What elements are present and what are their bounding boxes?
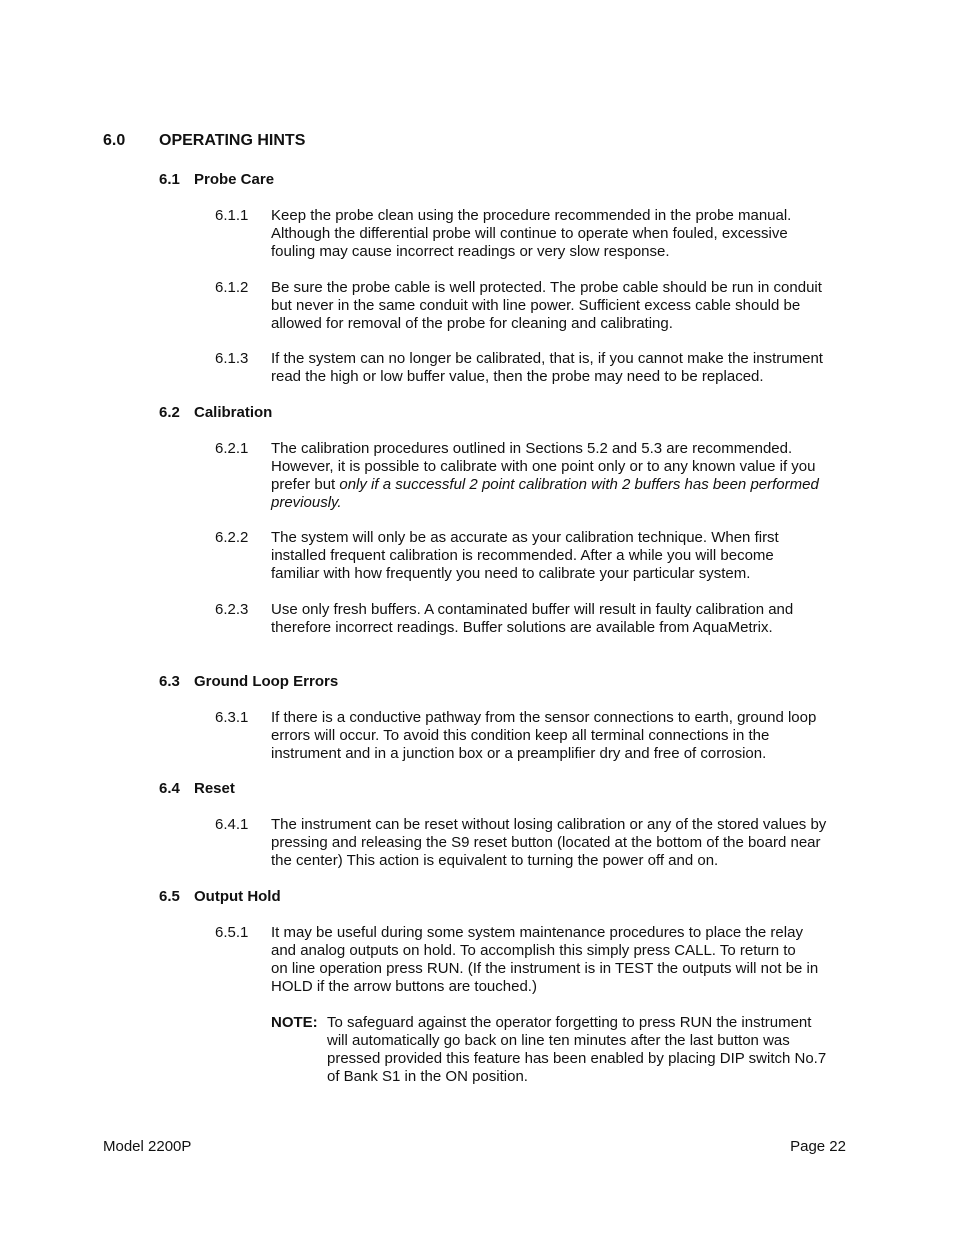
emphasis-text: only if a successful 2 point calibration with 2 buffers has been performed bbox=[339, 476, 819, 493]
subsection-number: 6.3 bbox=[159, 673, 180, 690]
text-line: allowed for removal of the probe for cleaning and calibrating. bbox=[271, 315, 673, 332]
subsection-title: Calibration bbox=[194, 404, 273, 421]
text-line: on line operation press RUN. (If the instrument is in TEST the outputs will not be in bbox=[271, 960, 819, 977]
subsection-title: Probe Care bbox=[194, 171, 275, 188]
text-line: pressing and releasing the S9 reset button (located at the bottom of the board near bbox=[271, 834, 821, 851]
item-number: 6.4.1 bbox=[215, 816, 249, 833]
item-number: 6.3.1 bbox=[215, 709, 249, 726]
paragraph-6-4-1 bbox=[271, 816, 846, 870]
subsection-number: 6.4 bbox=[159, 780, 180, 797]
text-line: The instrument can be reset without losing calibration or any of the stored values by bbox=[271, 816, 827, 833]
item-number: 6.1.1 bbox=[215, 207, 249, 224]
paragraph-6-2-1 bbox=[271, 440, 846, 512]
subsection-heading-output-hold bbox=[159, 888, 281, 906]
subsection-heading-reset bbox=[159, 780, 235, 798]
text-line: Keep the probe clean using the procedure recommended in the probe manual. bbox=[271, 207, 792, 224]
subsection-title: Ground Loop Errors bbox=[194, 673, 339, 690]
text-line: Be sure the probe cable is well protected. The probe cable should be run in conduit bbox=[271, 279, 822, 296]
text-line: of Bank S1 in the ON position. bbox=[327, 1068, 528, 1085]
section-title: OPERATING HINTS bbox=[159, 132, 306, 149]
subsection-title: Reset bbox=[194, 780, 235, 797]
item-number: 6.2.2 bbox=[215, 529, 249, 546]
text-line: therefore incorrect readings. Buffer solutions are available from AquaMetrix. bbox=[271, 619, 773, 636]
text-line: pressed provided this feature has been enabled by placing DIP switch No.7 bbox=[327, 1050, 827, 1067]
text-line: read the high or low buffer value, then the probe may need to be replaced. bbox=[271, 368, 764, 385]
text-line bbox=[271, 476, 846, 494]
subsection-heading-calibration bbox=[159, 404, 272, 422]
text-line: To safeguard against the operator forgetting to press RUN the instrument bbox=[327, 1014, 812, 1031]
section-number: 6.0 bbox=[103, 132, 126, 149]
subsection-number: 6.5 bbox=[159, 888, 180, 905]
item-number: 6.5.1 bbox=[215, 924, 249, 941]
text-line: HOLD if the arrow buttons are touched.) bbox=[271, 978, 537, 995]
text-line: However, it is possible to calibrate with one point only or to any known value if you bbox=[271, 458, 816, 475]
text-line: installed frequent calibration is recommended. After a while you will become bbox=[271, 547, 774, 564]
subsection-heading-probe-care bbox=[159, 171, 274, 189]
paragraph-6-2-2 bbox=[271, 529, 846, 583]
text-line: If the system can no longer be calibrated, that is, if you cannot make the instrument bbox=[271, 350, 823, 367]
text-line: The system will only be as accurate as your calibration technique. When first bbox=[271, 529, 779, 546]
subsection-number: 6.2 bbox=[159, 404, 180, 421]
text-line: instrument and in a junction box or a preamplifier dry and free of corrosion. bbox=[271, 745, 767, 762]
text-line: the center) This action is equivalent to turning the power off and on. bbox=[271, 852, 719, 869]
text-line: and analog outputs on hold. To accomplish this simply press CALL. To return to bbox=[271, 942, 796, 959]
paragraph-6-1-1 bbox=[271, 207, 846, 261]
emphasis-text: previously. bbox=[271, 494, 342, 511]
note-text bbox=[327, 1014, 826, 1086]
item-number: 6.2.1 bbox=[215, 440, 249, 457]
paragraph-6-1-2 bbox=[271, 279, 846, 333]
paragraph-6-3-1 bbox=[271, 709, 846, 763]
text-line: but never in the same conduit with line power. Sufficient excess cable should be bbox=[271, 297, 801, 314]
subsection-title: Output Hold bbox=[194, 888, 281, 905]
footer-model: Model 2200P bbox=[103, 1138, 192, 1155]
footer-page-number: Page 22 bbox=[790, 1138, 846, 1155]
note-label: NOTE: bbox=[271, 1014, 318, 1031]
text-line bbox=[271, 494, 846, 512]
subsection-number: 6.1 bbox=[159, 171, 180, 188]
paragraph-6-1-3 bbox=[271, 350, 846, 386]
item-number: 6.2.3 bbox=[215, 601, 249, 618]
paragraph-6-2-3 bbox=[271, 601, 846, 637]
subsection-heading-ground-loop-errors bbox=[159, 673, 338, 691]
text-line: errors will occur. To avoid this condition keep all terminal connections in the bbox=[271, 727, 770, 744]
item-number: 6.1.2 bbox=[215, 279, 249, 296]
text-line: It may be useful during some system maintenance procedures to place the relay bbox=[271, 924, 803, 941]
paragraph-6-5-1 bbox=[271, 924, 846, 996]
text-line: fouling may cause incorrect readings or very slow response. bbox=[271, 243, 670, 260]
text-line: Although the differential probe will continue to operate when fouled, excessive bbox=[271, 225, 788, 242]
text-line: familiar with how frequently you need to calibrate your particular system. bbox=[271, 565, 751, 582]
text-line: will automatically go back on line ten minutes after the last button was bbox=[327, 1032, 790, 1049]
text-line: Use only fresh buffers. A contaminated buffer will result in faulty calibration and bbox=[271, 601, 794, 618]
text-run: prefer but bbox=[271, 476, 340, 493]
text-line: If there is a conductive pathway from the sensor connections to earth, ground loop bbox=[271, 709, 817, 726]
text-line: The calibration procedures outlined in Sections 5.2 and 5.3 are recommended. bbox=[271, 440, 793, 457]
item-number: 6.1.3 bbox=[215, 350, 249, 367]
